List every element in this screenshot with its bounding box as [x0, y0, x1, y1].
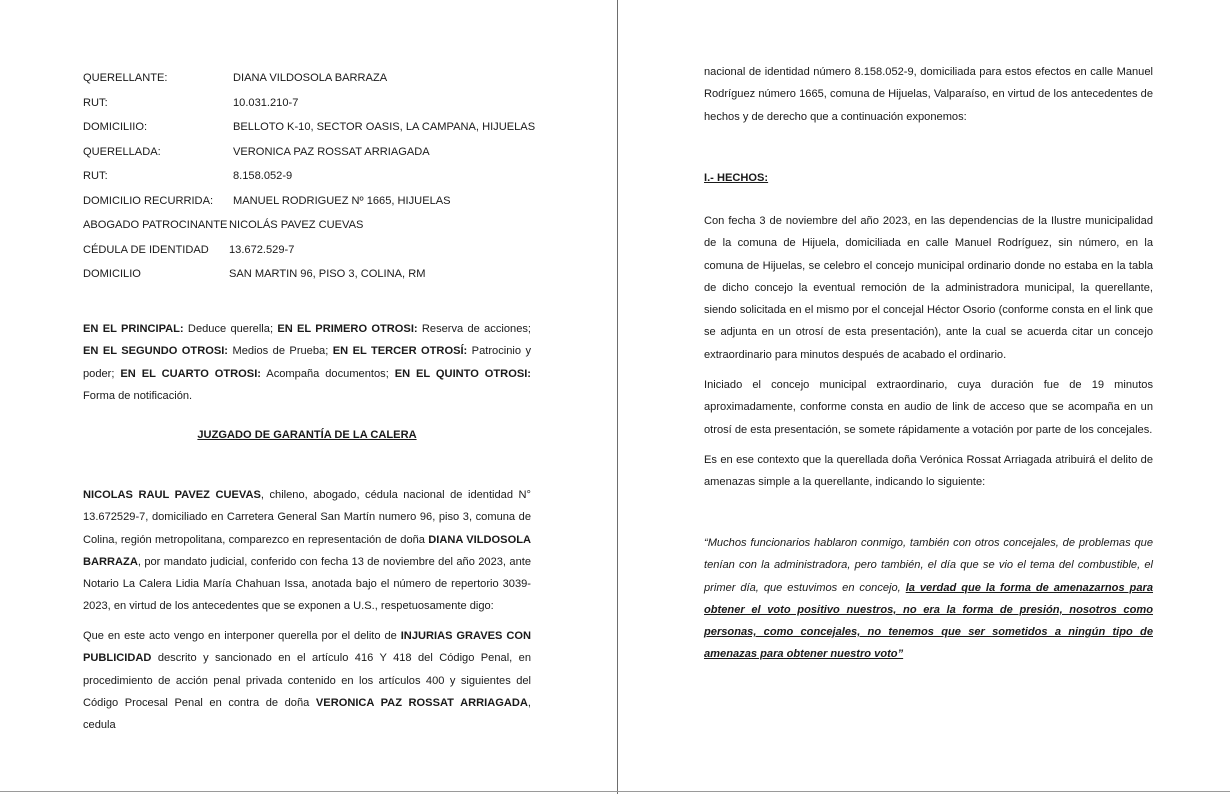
document-page-right	[619, 0, 1230, 794]
header-key: DOMICILIIO:	[83, 121, 148, 133]
court-title: JUZGADO DE GARANTÍA DE LA CALERA	[197, 429, 417, 441]
summary-text: Deduce querella;	[183, 323, 278, 335]
facts-paragraph: Es en ese contexto que la querellada doña Verónica Rossat Arriagada atribuirá el delito de amenazas simple a la querellante, indicando lo siguiente:	[704, 454, 1153, 489]
intro-paragraph	[83, 484, 531, 618]
header-key: RUT:	[83, 96, 108, 109]
section-title: I.- HECHOS:	[704, 172, 769, 184]
quote-emphasis: la verdad que la forma de amenazarnos para obtener el voto positivo nuestros, no era la forma de presión, nosotros como personas, como concejales, no tenemos que ser sometidos a ningún tipo de amenazas para obtener nuestro voto”	[704, 581, 1153, 661]
case-header	[83, 67, 543, 288]
header-key: QUERELLADA:	[83, 145, 161, 158]
intro-text: , chileno, abogado, cédula nacional de identidad N° 13.672529-7, domiciliado en Carretera General San Martín numero 96, piso 3, comuna de Colina, región metropolitana, comparezco en representación de doña	[83, 489, 531, 546]
summary-label: EN EL PRIMERO OTROSI:	[277, 323, 418, 335]
header-key: CÉDULA DE IDENTIDAD	[83, 243, 209, 256]
header-value: MANUEL RODRIGUEZ Nº 1665, HIJUELAS	[233, 194, 451, 207]
header-key: QUERELLANTE:	[83, 72, 168, 84]
header-row	[83, 92, 543, 117]
page-divider	[617, 0, 618, 794]
complaint-text: Que en este acto vengo en interponer querella por el delito de	[83, 630, 401, 642]
header-value: 8.158.052-9	[233, 170, 293, 182]
summary-label: EN EL QUINTO OTROSI:	[394, 367, 532, 380]
header-row	[83, 214, 543, 239]
summary-label: EN EL CUARTO OTROSI:	[120, 367, 261, 380]
crime-name: INJURIAS GRAVES CON PUBLICIDAD	[83, 630, 532, 665]
summary-paragraph	[83, 318, 531, 407]
header-row	[83, 141, 543, 166]
summary-label: EN EL PRINCIPAL:	[83, 323, 184, 335]
header-row	[83, 263, 543, 288]
client-name: DIANA VILDOSOLA BARRAZA	[83, 533, 532, 568]
header-row	[83, 165, 543, 190]
complaint-text: , cedula	[83, 696, 531, 732]
summary-text: Reserva de acciones;	[417, 323, 531, 335]
header-value: NICOLÁS PAVEZ CUEVAS	[229, 219, 364, 231]
header-value: 10.031.210-7	[233, 96, 299, 109]
page-bottom-edge	[0, 791, 1230, 792]
header-key: DOMICILIO	[83, 268, 141, 280]
summary-text: Patrocinio y poder;	[83, 345, 531, 380]
header-row	[83, 190, 543, 215]
header-value: 13.672.529-7	[229, 243, 295, 256]
header-row	[83, 239, 543, 264]
header-value: DIANA VILDOSOLA BARRAZA	[233, 72, 388, 84]
summary-label: EN EL SEGUNDO OTROSI:	[83, 345, 229, 358]
summary-label: EN EL TERCER OTROSÍ:	[332, 345, 468, 358]
quote-paragraph	[704, 532, 1153, 666]
header-key: RUT:	[83, 170, 108, 182]
complaint-text: descrito y sancionado en el artículo 416 Y 418 del Código Penal, en procedimiento de acción penal privada contenido en los artículos 400 y siguientes del Código Procesal Penal en contra de doña	[83, 652, 531, 709]
header-key: ABOGADO PATROCINANTE	[83, 219, 228, 231]
facts-paragraph: Con fecha 3 de noviembre del año 2023, en las dependencias de la Ilustre municipalidad de la comuna de Hijuela, domiciliada en calle Manuel Rodríguez, sin número, en la comuna de Hijuelas, se celebro el concejo municipal ordinario donde no estaba en la tabla de dicho concejo la eventual remoción de la administradora municipal, la querellante, siendo solicitada en el mismo por el concejal Héctor Osorio (conforme consta en el link que se adjunta en un otrosí de esta presentación), ante la cual se acuerda citar un concejo extraordinario para minutos después de acabado el ordinario.	[704, 215, 1153, 361]
header-row	[83, 67, 543, 92]
summary-text: Forma de notificación.	[83, 389, 193, 402]
quote-text: “Muchos funcionarios hablaron conmigo, también con otros concejales, de problemas que tenían con la administradora, pero también, el día que se vio el tema del combustible, el primer día, que estuvimos en concejo,	[704, 537, 1153, 594]
facts-paragraph: Iniciado el concejo municipal extraordinario, cuya duración fue de 19 minutos aproximadamente, conforme consta en audio de link de acceso que se acompaña en un otrosí de esta presentación, se somete rápidamente a votación por parte de los concejales.	[704, 379, 1153, 436]
summary-text: Acompaña documentos;	[261, 367, 395, 380]
intro-text: , por mandato judicial, conferido con fecha 13 de noviembre del año 2023, ante Notario La Calera Lidia María Chahuan Issa, anotada bajo el número de repertorio 3039-2023, en virtud de los antecedentes que se exponen a U.S., respetuosamente digo:	[83, 555, 531, 613]
defendant-name: VERONICA PAZ ROSSAT ARRIAGADA	[315, 696, 528, 709]
attorney-name: NICOLAS RAUL PAVEZ CUEVAS	[83, 489, 261, 501]
continuation-paragraph: nacional de identidad número 8.158.052-9, domiciliada para estos efectos en calle Manuel Rodríguez número 1665, comuna de Hijuelas, Valparaíso, en virtud de los antecedentes de hechos y de derecho que a continuación exponemos:	[704, 66, 1153, 123]
summary-text: Medios de Prueba;	[228, 345, 333, 358]
complaint-paragraph	[83, 625, 531, 736]
header-value: BELLOTO K-10, SECTOR OASIS, LA CAMPANA, HIJUELAS	[233, 121, 536, 133]
header-key: DOMICILIO RECURRIDA:	[83, 194, 214, 207]
header-value: VERONICA PAZ ROSSAT ARRIAGADA	[233, 145, 430, 158]
header-value: SAN MARTIN 96, PISO 3, COLINA, RM	[229, 268, 426, 280]
header-row	[83, 116, 543, 141]
